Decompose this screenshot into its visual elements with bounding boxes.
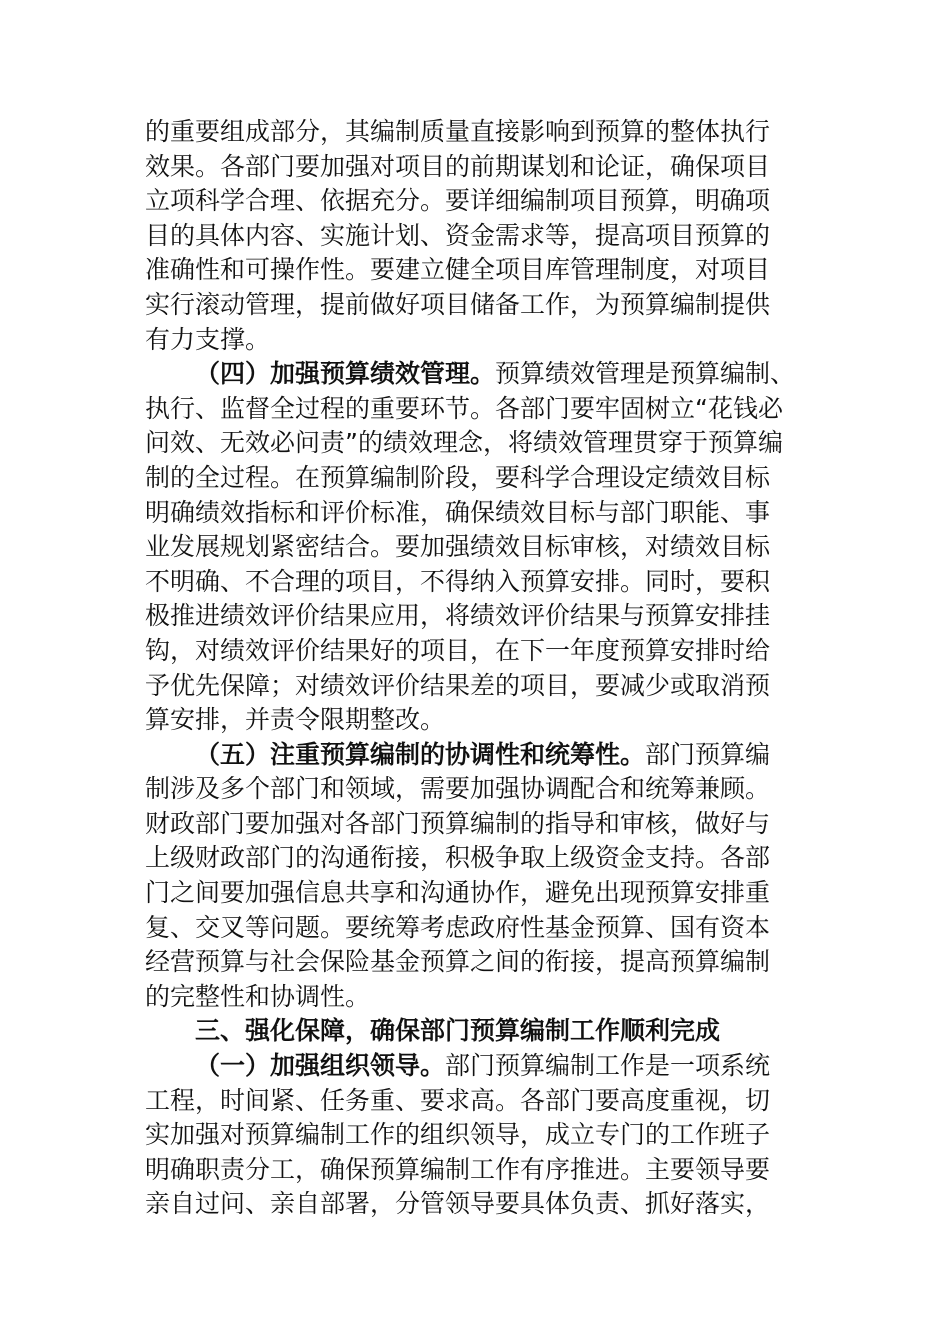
document-body: [145, 115, 815, 1222]
paragraph-heading: （一）加强组织领导。: [195, 1051, 446, 1081]
paragraph-first-line: [145, 1049, 815, 1084]
paragraph-heading: （四）加强预算绩效管理。: [195, 359, 496, 389]
text-line: 立项科学合理、依据充分。要详细编制项目预算，明确项: [145, 186, 771, 216]
text-line: 极推进绩效评价结果应用，将绩效评价结果与预算安排挂: [145, 601, 771, 631]
text-line: 复、交叉等问题。要统筹考虑政府性基金预算、国有资本: [145, 912, 771, 942]
paragraph-coordination: [145, 738, 815, 1015]
text-line: 算安排，并责令限期整改。: [145, 705, 446, 735]
paragraph-lead-text: 部门预算编: [645, 739, 771, 769]
text-line: 目的具体内容、实施计划、资金需求等，提高项目预算的: [145, 220, 771, 250]
text-line: 实行滚动管理，提前做好项目储备工作，为预算编制提供: [145, 289, 771, 319]
text-line: 业发展规划紧密结合。要加强绩效目标审核，对绩效目标: [145, 532, 771, 562]
text-line: 制涉及多个部门和领域，需要加强协调配合和统筹兼顾。: [145, 774, 771, 804]
text-line: 明确绩效指标和评价标准，确保绩效目标与部门职能、事: [145, 497, 771, 527]
paragraph-project-budget: [145, 115, 815, 357]
text-line: 有力支撑。: [145, 324, 271, 354]
paragraph-lead-text: 部门预算编制工作是一项系统: [445, 1051, 771, 1081]
section-heading: 三、强化保障，确保部门预算编制工作顺利完成: [195, 1016, 721, 1046]
text-line: 财政部门要加强对各部门预算编制的指导和审核，做好与: [145, 808, 771, 838]
paragraph-organization-leadership: [145, 1049, 815, 1222]
text-line: 准确性和可操作性。要建立健全项目库管理制度，对项目: [145, 255, 771, 285]
paragraph-lead-text: 预算绩效管理是预算编制、: [495, 359, 796, 389]
text-line: 钩，对绩效评价结果好的项目，在下一年度预算安排时给: [145, 635, 771, 665]
paragraph-first-line: [145, 738, 815, 773]
text-line: 明确职责分工，确保预算编制工作有序推进。主要领导要: [145, 1154, 771, 1184]
text-line: 实加强对预算编制工作的组织领导，成立专门的工作班子: [145, 1120, 771, 1150]
text-line: 亲自过问、亲自部署，分管领导要具体负责、抓好落实，: [145, 1189, 771, 1219]
text-line: 门之间要加强信息共享和沟通协作，避免出现预算安排重: [145, 878, 771, 908]
text-line: 经营预算与社会保险基金预算之间的衔接，提高预算编制: [145, 947, 771, 977]
text-line: 问效、无效必问责”的绩效理念，将绩效管理贯穿于预算编: [145, 428, 783, 458]
paragraph-heading: （五）注重预算编制的协调性和统筹性。: [195, 739, 646, 769]
text-line: 效果。各部门要加强对项目的前期谋划和论证，确保项目: [145, 151, 771, 181]
text-line: 不明确、不合理的项目，不得纳入预算安排。同时，要积: [145, 566, 771, 596]
text-line: 上级财政部门的沟通衔接，积极争取上级资金支持。各部: [145, 843, 771, 873]
text-line: 制的全过程。在预算编制阶段，要科学合理设定绩效目标: [145, 462, 771, 492]
paragraph-first-line: [145, 357, 815, 392]
text-line: 的完整性和协调性。: [145, 981, 371, 1011]
text-line: 执行、监督全过程的重要环节。各部门要牢固树立“花钱必: [145, 393, 783, 423]
text-line: 予优先保障；对绩效评价结果差的项目，要减少或取消预: [145, 670, 771, 700]
paragraph-performance-management: [145, 357, 815, 738]
text-line: 工程，时间紧、任务重、要求高。各部门要高度重视，切: [145, 1085, 771, 1115]
text-line: 的重要组成部分，其编制质量直接影响到预算的整体执行: [145, 117, 771, 146]
